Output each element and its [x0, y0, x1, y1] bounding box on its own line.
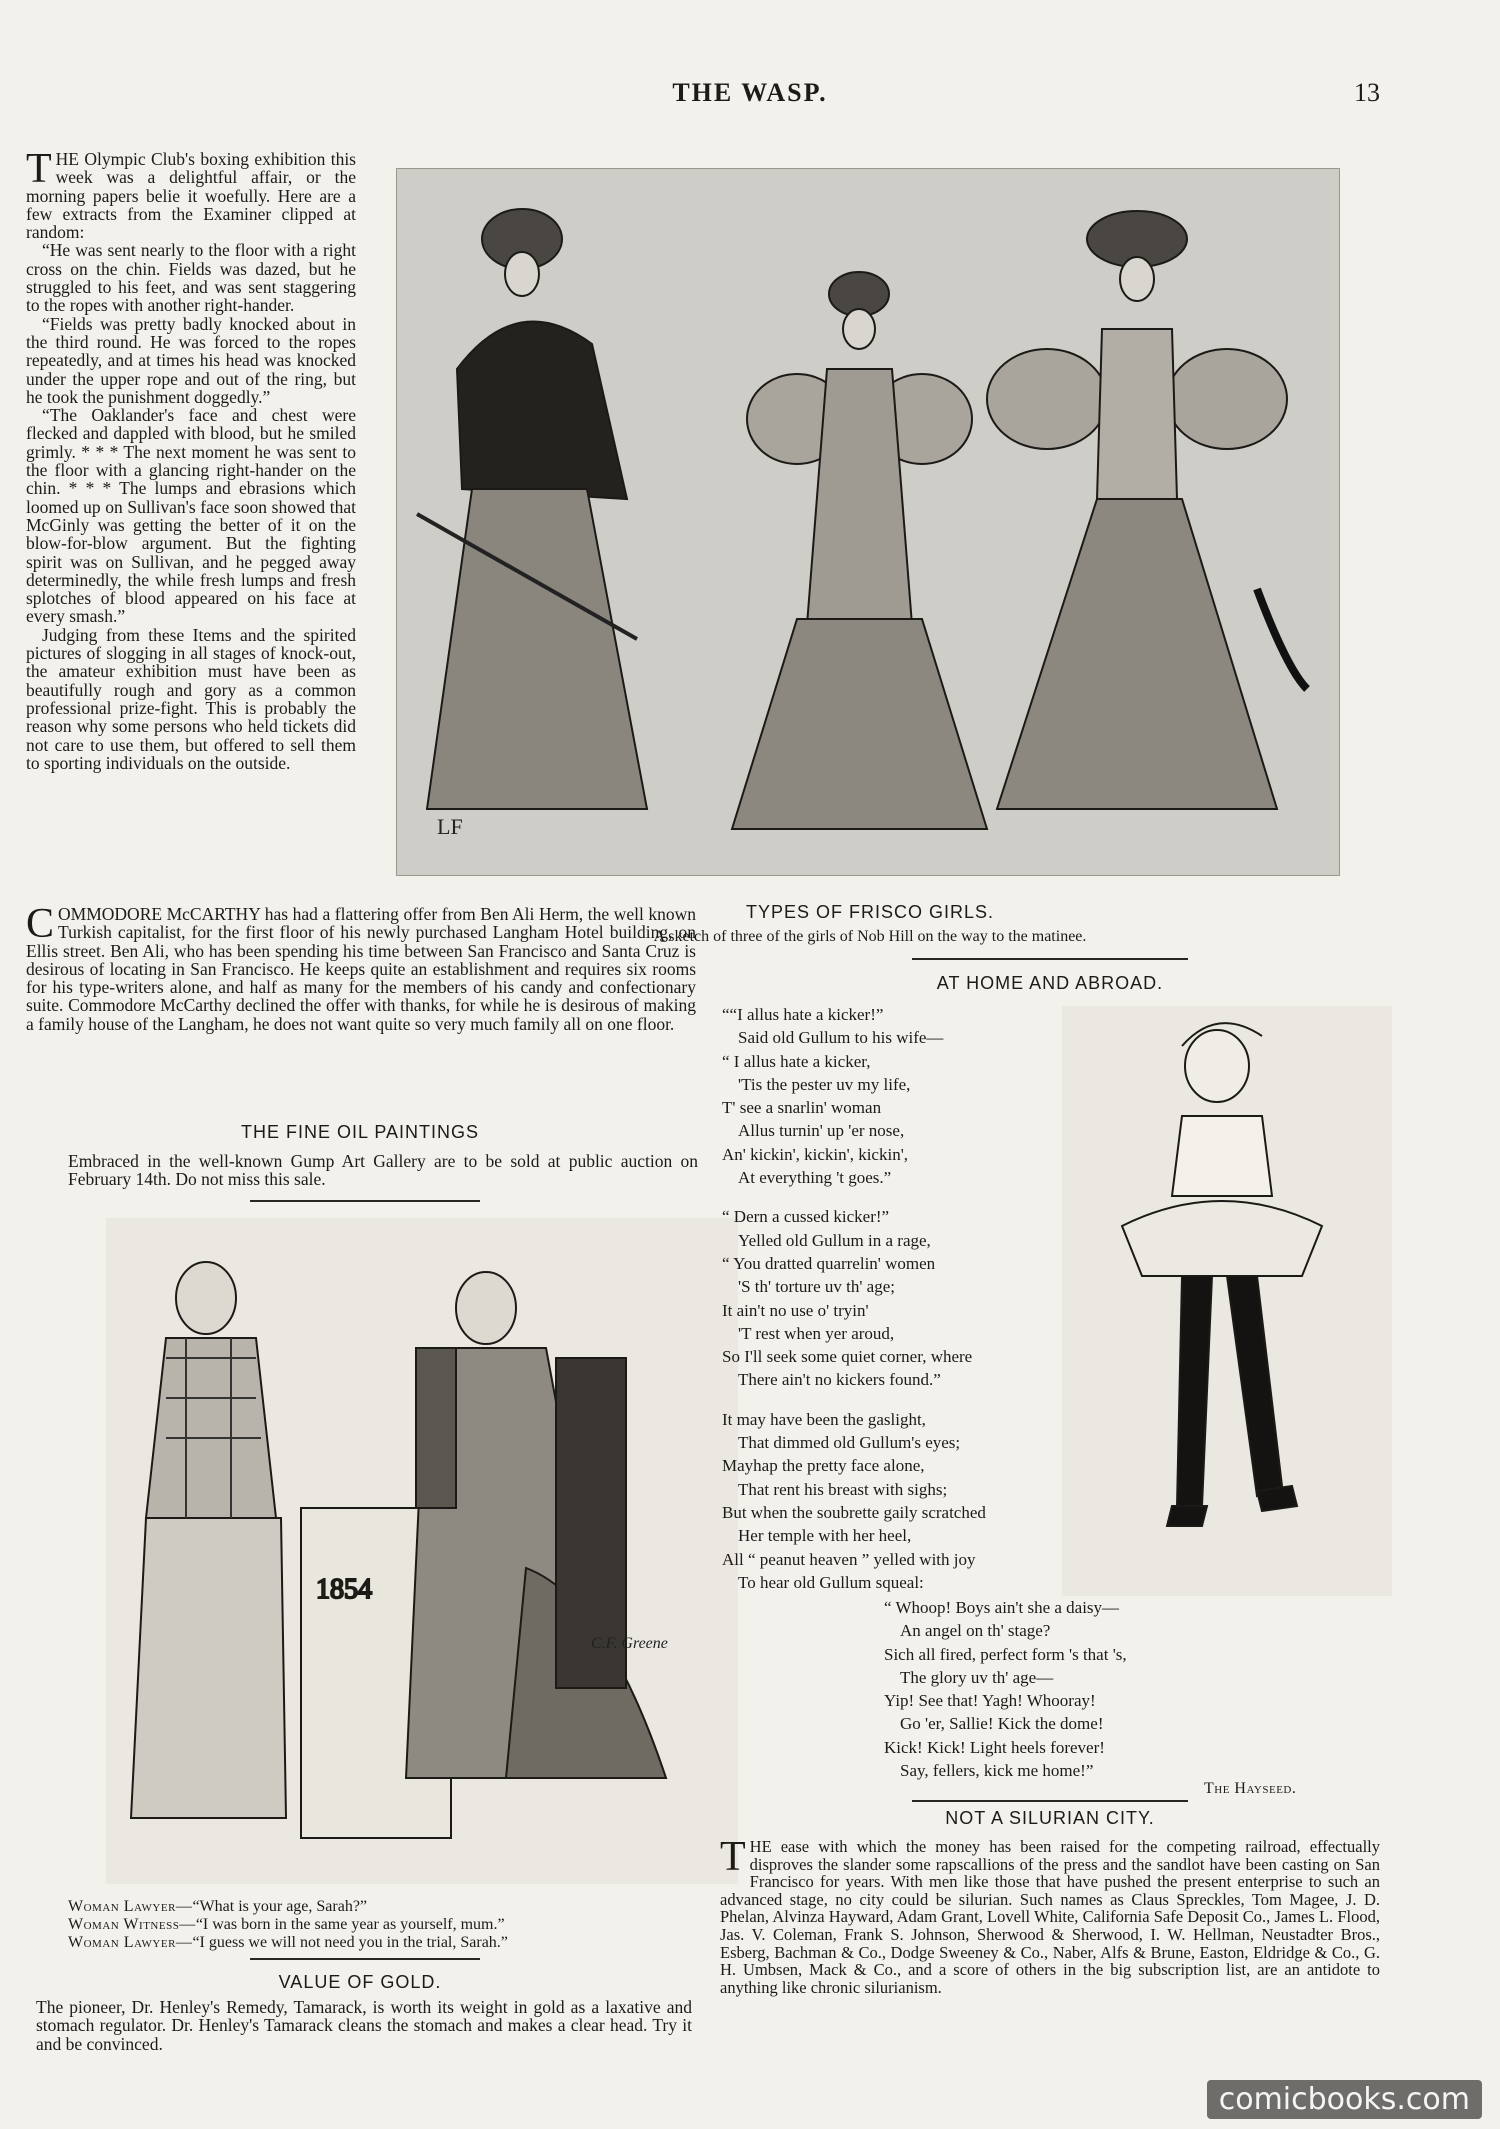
poem-signature: The Hayseed.	[1204, 1780, 1297, 1797]
poem-line: Yelled old Gullum in a rage,	[738, 1230, 931, 1250]
poem-stanza-1	[722, 1003, 1102, 1594]
poem-line: Said old Gullum to his wife—	[738, 1028, 944, 1048]
divider	[912, 958, 1188, 960]
poem-line: At everything 't goes.”	[738, 1168, 892, 1188]
dialog-line: Woman Lawyer—“I guess we will not need you in the trial, Sarah.”	[68, 1934, 508, 1951]
poem-line: “ You dratted quarrelin' women	[722, 1253, 936, 1273]
poem-line: Her temple with her heel,	[738, 1526, 912, 1546]
olympic-paragraph-1: THE Olympic Club's boxing exhibition this week was a delightful affair, or the morning papers belie it woefully. Here are a few extracts from the Examiner clipped at random:	[26, 146, 356, 243]
value-of-gold-text: The pioneer, Dr. Henley's Remedy, Tamarack, is worth its weight in gold as a laxative and stomach regulator. Dr. Henley's Tamarack cleans the stomach and makes a clear head. Try it and be convinced.	[36, 1997, 692, 2054]
frisco-caption-title: TYPES OF FRISCO GIRLS.	[745, 902, 995, 922]
olympic-paragraph-3: “Fields was pretty badly knocked about in the third round. He was forced to the ropes repeatedly, and at times his head was knocked under the upper rope and out of the ring, but he took the punishment doggedly.”	[26, 313, 356, 407]
poem-line: Allus turnin' up 'er nose,	[738, 1121, 905, 1141]
poem-line: ““I allus hate a kicker!”	[722, 1005, 884, 1024]
dropcap: T	[26, 146, 52, 192]
lawyer-cartoon	[106, 1218, 738, 1884]
poem-line: An angel on th' stage?	[900, 1621, 1051, 1641]
silurian-article	[720, 1834, 1380, 1997]
poem-line: T' see a snarlin' woman	[722, 1098, 882, 1118]
poem-line: To hear old Gullum squeal:	[738, 1572, 924, 1592]
olympic-paragraph-4: “The Oaklander's face and chest were flecked and dappled with blood, but he smiled grimly. * * * The next moment he was sent to the floor with a glancing right-hander on the chin. * * * The lumps and ebrasions which loomed up on Sullivan's face soon showed that McGinly was getting the better of it on the blow-for-blow argument. But the fighting spirit was on Sullivan, and he pegged away determinedly, the while fresh lumps and fresh splotches of blood appeared on his face at every smash.”	[26, 405, 356, 627]
dialog-line: Woman Lawyer—“What is your age, Sarah?”	[68, 1898, 368, 1915]
oil-paintings-text: Embraced in the well-known Gump Art Gallery are to be sold at public auction on February 14th. Do not miss this sale.	[68, 1151, 698, 1190]
olympic-paragraph-5: Judging from these Items and the spirited pictures of slogging in all stages of knock-out, the amateur exhibition must have been as beautifully rough and gory as a common professional prize-fight. This is probably the reason why some persons who held tickets did not care to use them, but offered to sell them to sporting individuals on the outside.	[26, 624, 356, 773]
poem-line: Go 'er, Sallie! Kick the dome!	[900, 1714, 1104, 1734]
divider	[250, 1958, 480, 1960]
cartoon-signature: C.F. Greene	[591, 1635, 668, 1652]
dropcap: T	[720, 1834, 746, 1880]
poem-line: It may have been the gaslight,	[722, 1409, 926, 1429]
value-of-gold-heading: VALUE OF GOLD.	[278, 1972, 442, 1992]
poem-line: So I'll seek some quiet corner, where	[722, 1347, 973, 1367]
poem-line: Mayhap the pretty face alone,	[722, 1456, 925, 1476]
poem-line: But when the soubrette gaily scratched	[722, 1502, 986, 1522]
divider	[912, 1800, 1188, 1802]
soubrette-illustration	[1062, 1006, 1392, 1596]
poem-line: “ I allus hate a kicker,	[722, 1051, 871, 1071]
frisco-caption-subtitle: A sketch of three of the girls of Nob Hill on the way to the matinee.	[653, 928, 1087, 945]
lawyer-dialog	[68, 1898, 708, 1952]
olympic-paragraph-2: “He was sent nearly to the floor with a right cross on the chin. Fields was dazed, but he struggled to his feet, and was sent staggering to the ropes with another right-hander.	[26, 240, 356, 316]
poem-line: “ Whoop! Boys ain't she a daisy—	[884, 1598, 1120, 1617]
poem-line: That dimmed old Gullum's eyes;	[738, 1433, 961, 1453]
dialog-line: Woman Witness—“I was born in the same year as yourself, mum.”	[68, 1916, 505, 1933]
mccarthy-text: OMMODORE McCARTHY has had a flattering offer from Ben Ali Herm, the well known Turkish capitalist, for the first floor of his newly purchased Langham Hotel building, on Ellis street. Ben Ali, who has been spending his time between San Francisco and Santa Cruz is desirous of locating in San Francisco. He keeps quite an establishment and requires six rooms for his type-writers alone, and half as many for the members of his candy and confectionary suite. Commodore McCarthy declined the offer with thanks, for while he is desirous of making a family house of the Langham, he does not want quite so very much family all on one floor.	[26, 904, 696, 1034]
silurian-heading: NOT A SILURIAN CITY.	[945, 1808, 1155, 1828]
table-cover-text: 1854	[316, 1574, 372, 1605]
silurian-text: HE ease with which the money has been raised for the competing railroad, effectually disproves the slander some rapscallions of the press and the sandlot have been casting on San Francisco for years. With men like those that have pushed the present enterprise to such an advanced stage, no city could be silurian. Such names as Claus Spreckles, Tom Magee, J. D. Phelan, Alvinza Hayward, Adam Grant, Lovell White, California Safe Deposit Co., James L. Flood, Jas. V. Coleman, Frank S. Johnson, Sherwood & Sherwood, I. W. Hellman, Neustadter Bros., Esberg, Bachman & Co., Dodge Sweeney & Co., Naber, Alfs & Brune, Easton, Eldridge & Co., G. H. Umbsen, Mack & Co., and a score of others in the big subscription list, are an antidote to anything like chronic silurianism.	[720, 1837, 1380, 1997]
poem-line: That rent his breast with sighs;	[738, 1479, 948, 1499]
poem-line: There ain't no kickers found.”	[738, 1370, 941, 1390]
frisco-signature: LF	[437, 814, 463, 839]
poem-line: 'Tis the pester uv my life,	[738, 1074, 911, 1094]
poem-line: It ain't no use o' tryin'	[722, 1300, 869, 1320]
poem-line: 'T rest when yer aroud,	[738, 1323, 895, 1343]
poem-line: Yip! See that! Yagh! Whooray!	[884, 1691, 1096, 1711]
oil-paintings-heading: THE FINE OIL PAINTINGS	[240, 1122, 480, 1142]
masthead: THE WASP.	[672, 78, 828, 107]
poem-stanza-4	[884, 1596, 1264, 1782]
poem-line: Say, fellers, kick me home!”	[900, 1761, 1094, 1781]
dropcap: C	[26, 901, 55, 947]
poem-line: Kick! Kick! Light heels forever!	[884, 1737, 1105, 1757]
poem-line: An' kickin', kickin', kickin',	[722, 1144, 909, 1164]
watermark: comicbooks.com	[1207, 2080, 1482, 2119]
olympic-article	[26, 146, 356, 773]
poem-line: “ Dern a cussed kicker!”	[722, 1207, 890, 1227]
poem-title: AT HOME AND ABROAD.	[936, 973, 1164, 993]
mccarthy-article	[26, 901, 696, 1034]
page-number: 13	[1354, 78, 1380, 107]
divider	[250, 1200, 480, 1202]
poem-line: The glory uv th' age—	[900, 1667, 1054, 1687]
poem-line: Sich all fired, perfect form 's that 's,	[884, 1644, 1127, 1664]
poem-line: All “ peanut heaven ” yelled with joy	[722, 1549, 976, 1569]
poem-line: 'S th' torture uv th' age;	[738, 1277, 895, 1297]
frisco-girls-illustration	[396, 168, 1340, 876]
